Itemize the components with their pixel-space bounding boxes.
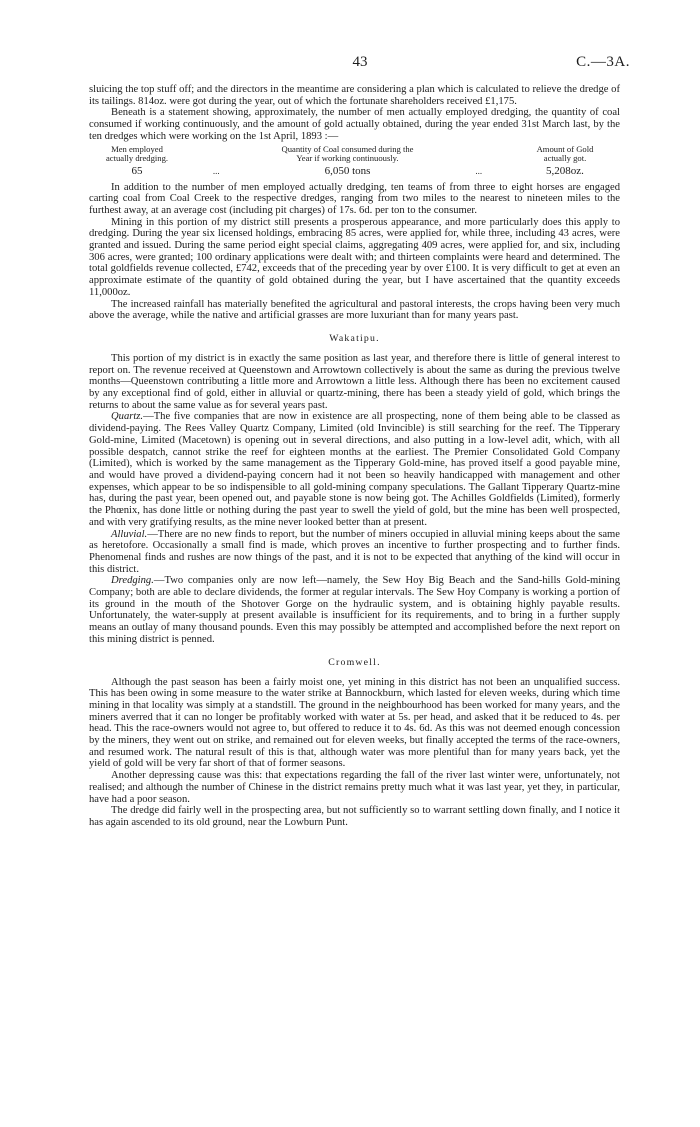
- paragraph: Although the past season has been a fairly moist one, yet mining in this district has not been an unqualified success. This has been owing in some measure to the water strike at Bannockburn, which lasted for eleven weeks, during which time mining in that locality was simply at a standstill. The ground in the neighbourhood has been worked for many years, and the miners averred that it can no longer be profitably worked with water at 5s. per head, and asked that it be reduced to 4s. per head. This the race-owners would not agree to, but offered to reduce it to 4s. 6d. As this was not deemed enough concession by the miners, they went out on strike, and remained out for eleven weeks, but finally accepted the terms of the race-owners, and resumed work. The natural result of this is that, although water was more plentiful than for many years back, yet the yield of gold will be very far short of that of former seasons.: [89, 676, 620, 770]
- column-value: 5,208oz.: [546, 164, 584, 177]
- column-value: 6,050 tons: [324, 164, 371, 177]
- paragraph: In addition to the number of men employed actually dredging, ten teams of from three to eight horses are engaged carting coal from Coal Creek to the respective dredges, ranging from two miles to the nearest to nineteen miles to the furthest away, at an average cost (including pit charges) of 17s. 6d. per ton to the consumer.: [89, 181, 620, 216]
- paragraph-text: —There are no new finds to report, but the number of miners occupied in alluvial mining keeps about the same as heretofore. Occasionally a small find is made, which proves an incentive to further prospecting and to further finds. Phenomenal finds and rushes are now things of the past, and it is not to be expected that anything of the kind will occur in this district.: [89, 528, 620, 575]
- paragraph-text: —The five companies that are now in existence are all prospecting, none of them being able to be classed as dividend-paying. The Rees Valley Quartz Company, Limited (old Invincible) is still searching for the reef. The Tipperary Gold-mine, Limited (Macetown) is opening out in several directions, and also putting in a low-level adit, which, with all possible despatch, cannot strike the reef for eighteen months at the earliest. The Premier Consolidated Gold Company (Limited), which is worked by the same management as the Tipperary Gold-mine, has proved itself a good payable mine, and would have proved a dividend-paying concern had it not been so heavily handicapped with management and other expenses, which appear to be so indispensible to all gold-mining company speculations. The Gallant Tipperary Quartz-mine has, during the past year, been opened out, and payable stone is now being got. The Achilles Goldfields (Limited), formerly the Phœnix, has done little or nothing during the past year to swell the yield of gold, but the mine has been well prospected, and with very gratifying results, as the mine never looked better than at present.: [89, 411, 620, 528]
- column-value: 65: [131, 164, 143, 177]
- section-heading-cromwell: Cromwell.: [328, 656, 381, 668]
- dredging-statement-table: [89, 145, 620, 177]
- subsection-label: Dredging.: [111, 575, 154, 587]
- paragraph: Beneath is a statement showing, approximately, the number of men actually employed dredging, the quantity of coal consumed if working continuously, and the amount of gold actually obtained, during the year ended 31st March last, by the ten dredges which were working on the 1st April, 1893 :—: [89, 107, 620, 142]
- subsection-label: Quartz.: [111, 411, 144, 423]
- paragraph-quartz: [89, 411, 620, 528]
- column-label: Quantity of Coal consumed during the: [281, 143, 414, 154]
- column-label: actually dredging.: [105, 153, 169, 164]
- section-heading-wakatipu: Wakatipu.: [329, 332, 380, 344]
- document-body: [89, 84, 620, 829]
- page-header: [90, 54, 630, 74]
- column-label: Year if working continuously.: [296, 153, 399, 164]
- table-column-gold: [510, 145, 620, 177]
- table-column-coal: [248, 145, 448, 177]
- paragraph: The dredge did fairly well in the prospecting area, but not sufficiently so to warrant settling down finally, and I notice it has again ascended to its old ground, near the Lowburn Punt.: [89, 805, 620, 828]
- page-number: 43: [352, 54, 368, 70]
- subsection-label: Alluvial.: [111, 528, 148, 540]
- leader-dots: ...: [212, 165, 220, 176]
- table-column-men: [89, 145, 185, 177]
- paragraph: The increased rainfall has materially benefited the agricultural and pastoral interests, the crops having been very much above the average, while the native and artificial grasses are more luxuriant than for many years past.: [89, 298, 620, 322]
- paragraph-alluvial: [89, 529, 620, 576]
- column-label: Amount of Gold: [536, 143, 594, 154]
- column-label: Men employed: [111, 143, 163, 154]
- paragraph-text: —Two companies only are now left—namely, the Sew Hoy Big Beach and the Sand-hills Gold-mining Company; both are able to declare dividends, the former at regular intervals. The Sew Hoy Company is working a portion of its ground in the mouth of the Shotover Gorge on the hydraulic system, and is obtaining highly payable results. Unfortunately, the water-supply at present available is insufficient for its requirements, and to bring in a further supply means an outlay of many thousand pounds. Even this may possibly be attempted and accomplished before the next report on this mining district is penned.: [89, 575, 620, 645]
- column-label: actually got.: [543, 153, 587, 164]
- document-reference: C.—3A.: [576, 54, 630, 70]
- leader-dots: ...: [475, 165, 483, 176]
- paragraph: Another depressing cause was this: that expectations regarding the fall of the river last winter were, unfortunately, not realised; and although the number of Chinese in the district remains pretty much what it was last year, yet they, in particular, have had a poor season.: [89, 770, 620, 805]
- paragraph: Mining in this portion of my district still presents a prosperous appearance, and more particularly does this apply to dredging. During the year six licensed holdings, embracing 85 acres, were applied for, while three, including 43 acres, were granted and issued. During the same period eight special claims, aggregating 409 acres, were applied for, and six, including 306 acres, were granted; 100 ordinary applications were dealt with; and thirteen complaints were heard and determined. The total goldfields revenue collected, £742, exceeds that of the preceding year by over £100. It is very difficult to get at even an approximate estimate of the quantity of gold obtained during the year, but I have ascertained that the quantity exceeds 11,000oz.: [89, 216, 620, 298]
- paragraph-dredging: [89, 575, 620, 645]
- paragraph: sluicing the top stuff off; and the directors in the meantime are considering a plan which is calculated to relieve the dredge of its tailings. 814oz. were got during the year, out of which the fortunate shareholders received £1,175.: [89, 84, 620, 107]
- paragraph: This portion of my district is in exactly the same position as last year, and therefore there is little of general interest to report on. The revenue received at Queenstown and Arrowtown collectively is about the same as during the previous twelve months—Queenstown contributing a little more and Arrowtown a little less. Although there has been no excitement caused by any exceptional find of gold, either in alluvial or quartz-mining, there has been a steady yield of gold, which brings the returns to about the same value as for several years past.: [89, 352, 620, 411]
